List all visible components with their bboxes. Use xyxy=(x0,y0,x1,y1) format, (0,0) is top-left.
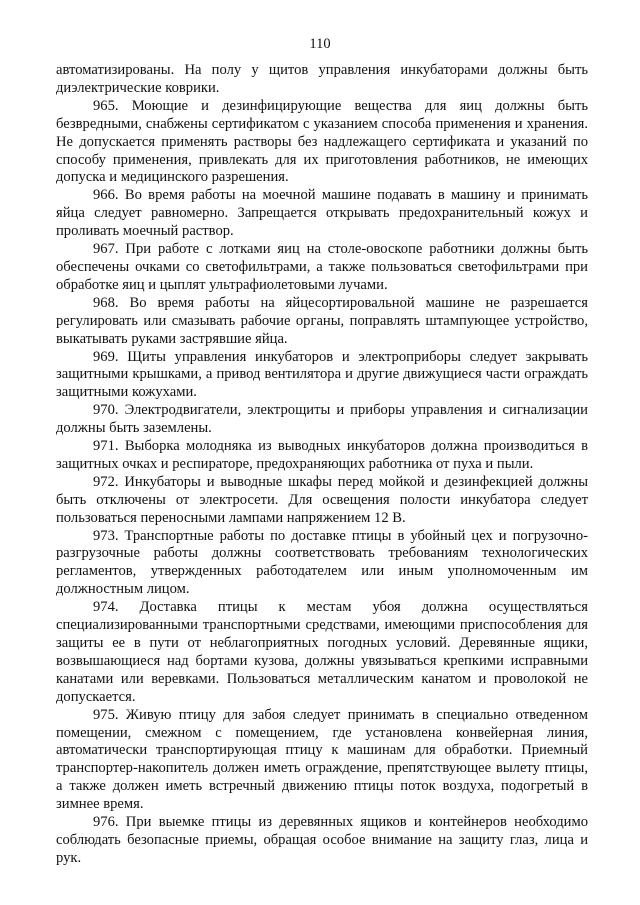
paragraph: 970. Электродвигатели, электрощиты и приборы управления и сигнализации должны быть заземлены. xyxy=(56,402,588,437)
paragraph: 975. Живую птицу для забоя следует принимать в специально отведенном помещении, смежном с помещением, где установлена конвейерная линия, автоматически транспортирующая птицу к машинам для обработки. Приемный транспортер-накопитель должен иметь ограждение, препятствующее вылету птицы, а также должен иметь встречный движению птицы поток воздуха, подогретый в зимнее время. xyxy=(56,706,588,813)
paragraph: 973. Транспортные работы по доставке птицы в убойный цех и погрузочно-разгрузочные работы должны соответствовать требованиям технологических регламентов, утвержденных работодателем или иным уполномоченным им должностным лицом. xyxy=(56,527,588,598)
paragraph: 969. Щиты управления инкубаторов и электроприборы следует закрывать защитными крышками, а привод вентилятора и другие движущиеся части ограждать защитными кожухами. xyxy=(56,348,588,401)
paragraph: 967. При работе с лотками яиц на столе-овоскопе работники должны быть обеспечены очками со светофильтрами, а также пользоваться светофильтрами при обработке яиц и цыплят ультрафиолетовыми лучами. xyxy=(56,241,588,293)
paragraph: 974. Доставка птицы к местам убоя должна осуществляться специализированными транспортными средствами, имеющими приспособления для защиты ее в пути от неблагоприятных погодных условий. Деревянные ящики, возвышающиеся над бортами кузова, должны увязываться крепкими исправными канатами или веревками. Пользоваться металлическим канатом и проволокой не допускается. xyxy=(56,599,588,705)
paragraph: 965. Моющие и дезинфицирующие вещества для яиц должны быть безвредными, снабжены сертификатом с указанием способа применения и хранения. Не допускается применять растворы без надлежащего сертификата и указаний по способу применения, привлекать для их приготовления работников, не имеющих допуска и медицинского разрешения. xyxy=(56,97,588,186)
page-number: 110 xyxy=(309,36,331,52)
paragraph: 976. При выемке птицы из деревянных ящиков и контейнеров необходимо соблюдать безопасные приемы, обращая особое внимание на защиту глаз, лица и рук. xyxy=(56,814,588,866)
paragraph: 968. Во время работы на яйцесортировальной машине не разрешается регулировать или смазывать рабочие органы, поправлять штампующее устройство, выкатывать руками застрявшие яйца. xyxy=(56,294,588,347)
paragraph: 966. Во время работы на моечной машине подавать в машину и принимать яйца следует равномерно. Запрещается открывать предохранительный кожух и проливать моечный раствор. xyxy=(56,187,588,240)
paragraph: 971. Выборка молодняка из выводных инкубаторов должна производиться в защитных очках и респираторе, предохраняющих работника от пуха и пыли. xyxy=(56,438,588,472)
document-body xyxy=(56,62,588,868)
paragraph-continuation: автоматизированы. На полу у щитов управления инкубаторами должны быть диэлектрические коврики. xyxy=(56,62,588,96)
paragraph: 972. Инкубаторы и выводные шкафы перед мойкой и дезинфекцией должны быть отключены от электросети. Для освещения полости инкубатора следует пользоваться переносными лампами напряжением 12 В. xyxy=(56,473,588,526)
